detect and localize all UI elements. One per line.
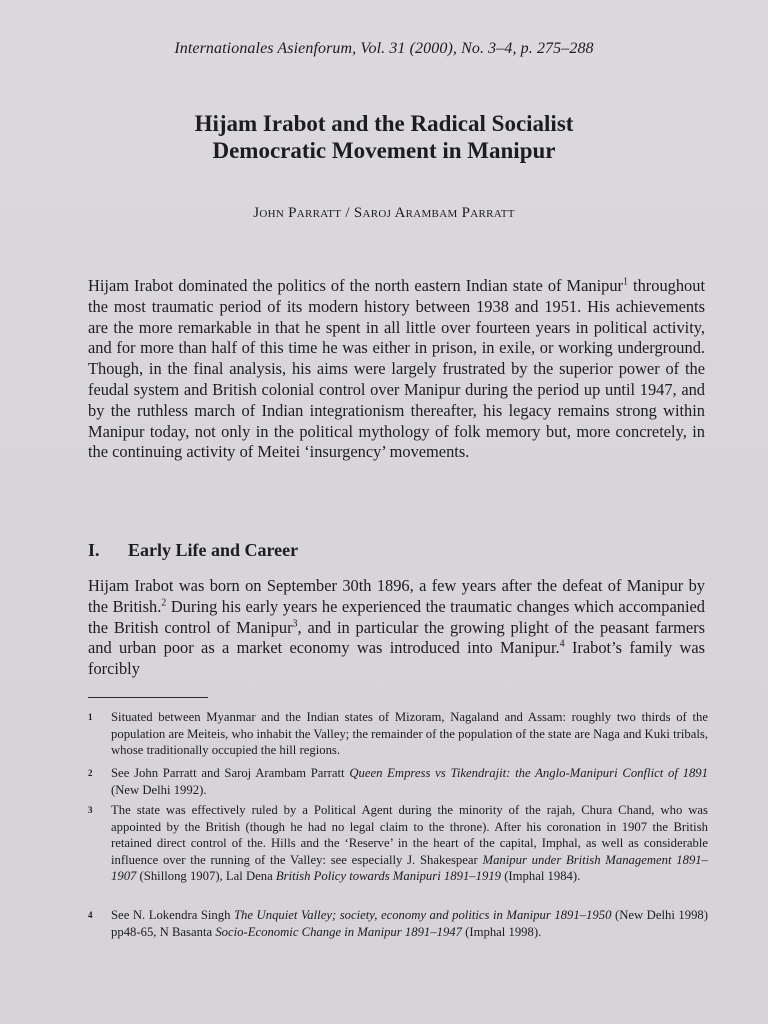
intro-text-a: Hijam Irabot dominated the politics of the north eastern Indian state of Manipur [88, 276, 623, 295]
section-text-d: Irabot’s family was forcibly [88, 638, 705, 679]
footnote-ref-1[interactable]: 1 [623, 276, 628, 288]
footnote-3-book-title-1: Manipur under British Management 1891–1907 [111, 852, 708, 884]
footnote-1-text: Situated between Myanmar and the Indian states of Mizoram, Nagaland and Assam: roughly two thirds of the population are Meiteis, who inhabit the Valley; the remainder of the population of the state are Naga and Kuki tribals, whose traditionally occupied the hill regions. [111, 710, 708, 758]
footnote-4-text-a: See N. Lokendra Singh [111, 908, 234, 922]
footnote-4-text-c: (Imphal 1998). [461, 924, 542, 939]
section-title: Early Life and Career [128, 540, 299, 560]
footnote-divider [88, 697, 208, 698]
journal-citation: Internationales Asienforum, Vol. 31 (2000), No. 3–4, p. 275–288 [174, 40, 594, 57]
footnote-2-text-b: (New Delhi 1992). [111, 782, 207, 797]
section-paragraph [88, 576, 705, 680]
footnote-4 [88, 907, 708, 940]
footnote-1-mark: 1 [88, 712, 93, 722]
footnote-ref-4[interactable]: 4 [559, 638, 565, 650]
footnote-4-mark: 4 [88, 910, 93, 920]
footnote-3-text-c: (Imphal 1984). [501, 869, 581, 884]
footnote-4-text-b: (New Delhi 1998) pp48-65, N Basanta [111, 908, 708, 939]
footnote-4-book-title-2: Socio-Economic Change in Manipur 1891–1947 [215, 924, 462, 939]
footnote-2-mark: 2 [88, 768, 93, 778]
footnote-2 [88, 765, 708, 798]
title-line-1: Hijam Irabot and the Radical Socialist [194, 111, 574, 136]
section-text-a: Hijam Irabot was born on September 30th 1896, a few years after the defeat of Manipur by the British. [88, 576, 705, 616]
footnote-3-text-b: (Shillong 1907), Lal Dena [136, 869, 276, 884]
footnote-2-text [111, 765, 708, 798]
intro-text-b: throughout the most traumatic period of its modern history between 1938 and 1951. His achievements are the more remarkable in that he spent in all little over fourteen years in political activity, and for more than half of this time he was either in prison, in exile, or working underground. Though, in the final analysis, his aims were largely frustrated by the superior power of the feudal system and British colonial control over Manipur during the period up until 1947, and by the ruthless march of Indian integrationism thereafter, his legacy remains strong within Manipur today, not only in the political mythology of folk memory but, more concretely, in the continuing activity of Meitei ‘insurgency’ movements. [88, 276, 705, 462]
section-number: I. [88, 540, 100, 560]
footnote-4-book-title-1: The Unquiet Valley; society, economy and politics in Manipur 1891–1950 [234, 908, 612, 922]
footnote-3-mark: 3 [88, 805, 93, 815]
footnote-4-text [111, 907, 708, 940]
footnote-ref-2[interactable]: 2 [161, 597, 167, 609]
footnote-ref-3[interactable]: 3 [292, 618, 298, 630]
footnote-1 [88, 709, 708, 759]
footnote-2-text-a: See John Parratt and Saroj Arambam Parratt [111, 766, 350, 780]
title-line-2: Democratic Movement in Manipur [212, 138, 556, 163]
footnote-3-text [111, 802, 708, 885]
section-text-c: , and in particular the growing plight of the peasant farmers and urban poor as a market economy was introduced into Manipur. [88, 617, 705, 658]
section-text-b: During his early years he experienced the traumatic changes which accompanied the British control of Manipur [88, 596, 705, 637]
footnote-2-book-title: Queen Empress vs Tikendrajit: the Anglo-Manipuri Conflict of 1891 [349, 766, 708, 780]
footnote-3 [88, 802, 708, 885]
intro-paragraph [88, 276, 705, 463]
article-authors: John Parratt / Saroj Arambam Parratt [253, 205, 515, 221]
footnote-3-book-title-2: British Policy towards Manipuri 1891–1919 [275, 869, 502, 884]
footnote-3-text-a: The state was effectively ruled by a Political Agent during the minority of the rajah, Chura Chand, who was appointed by the British (though he had no legal claim to the throne). After his coronation in 1907 the British retained direct control of the. Hills and the ‘Reserve’ in the heart of the capital, Imphal, as well as considerable influence over the running of the Valley: see especially J. Shakespear [111, 803, 708, 867]
section-heading [88, 540, 705, 561]
article-title [0, 110, 768, 164]
